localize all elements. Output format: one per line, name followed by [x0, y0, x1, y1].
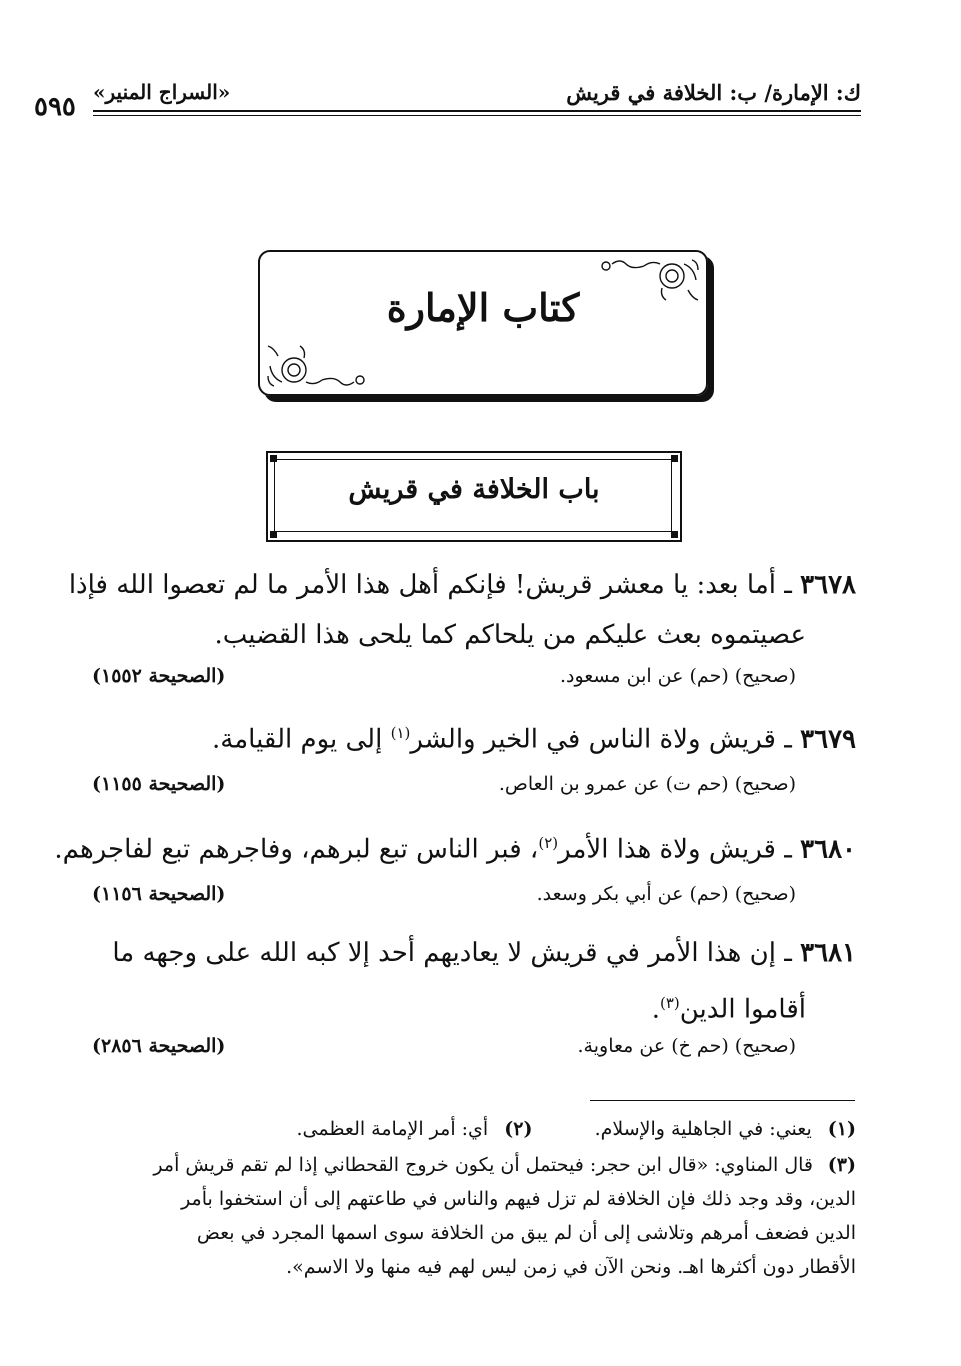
footnote-text: أي: أمر الإمامة العظمى.	[296, 1118, 489, 1140]
hadith-text: إلى يوم القيامة.	[212, 724, 391, 755]
hadith-number: ٣٦٧٩	[800, 724, 856, 755]
hadith-source: (صحيح) (حم) عن أبي بكر وسعد.	[536, 883, 796, 905]
hadith-line	[112, 978, 856, 1035]
hadith-number: ٣٦٨٠	[800, 834, 856, 865]
footnote-separator	[590, 1100, 855, 1101]
hadith-line	[69, 560, 856, 610]
running-header-book: «السراج المنير»	[93, 80, 231, 104]
corner-mark	[671, 531, 678, 538]
hadith-source: (صحيح) (حم ت) عن عمرو بن العاص.	[498, 773, 796, 795]
hadith-reference: (الصحيحة ١١٥٦)	[92, 883, 226, 905]
hadith-number: ٣٦٨١	[800, 938, 856, 968]
book-title: كتاب الإمارة	[386, 285, 580, 330]
footnote-text: الأقطار دون أكثرها اهـ. ونحن الآن في زمن ليس لهم فيه منها ولا الاسم».	[286, 1256, 856, 1278]
hadith-line	[112, 928, 856, 978]
ornament-bottom-left-icon	[264, 342, 374, 390]
footnote-text: الدين، وقد وجد ذلك فإن الخلافة لم تزل فيهم والناس في طاعتهم إلى أن استخفوا بأمر	[181, 1188, 856, 1210]
hadith-reference: (الصحيحة ٢٨٥٦)	[92, 1035, 226, 1057]
hadith-text: أقاموا الدين	[679, 994, 806, 1025]
hadith-3681	[112, 928, 856, 1035]
footnote-text: الدين فضعف أمرهم وتلاشى إلى أن لم يبق من الخلافة سوى اسمها المجرد في بعض	[196, 1222, 856, 1244]
hadith-source: (صحيح) (حم) عن ابن مسعود.	[559, 665, 796, 687]
hadith-source: (صحيح) (حم خ) عن معاوية.	[577, 1035, 796, 1057]
footnote-text: يعني: في الجاهلية والإسلام.	[594, 1118, 812, 1140]
page-number: ٥٩٥	[34, 92, 76, 122]
hadith-number: ٣٦٧٨	[800, 570, 856, 600]
footnotes-1-2	[296, 1112, 856, 1146]
hadith-dash: ـ	[775, 570, 801, 600]
hadith-text: ، فبر الناس تبع لبرهم، وفاجرهم تبع لفاجرهم.	[54, 834, 539, 865]
footnote-marker: (١)	[827, 1118, 856, 1140]
footnote-marker: (٢)	[504, 1118, 533, 1140]
footnote-marker[interactable]: (٢)	[538, 834, 559, 852]
header-rule	[93, 110, 861, 112]
hadith-3680	[54, 818, 856, 875]
hadith-reference: (الصحيحة ١١٥٥)	[92, 773, 226, 795]
hadith-3678	[69, 560, 856, 660]
chapter-title: باب الخلافة في قريش	[348, 474, 600, 505]
corner-mark	[671, 455, 678, 462]
footnote-text: قال المناوي: «قال ابن حجر: فيحتمل أن يكون خروج القحطاني إذا لم تقم قريش أمر	[153, 1154, 813, 1176]
corner-mark	[270, 531, 277, 538]
hadith-reference: (الصحيحة ١٥٥٢)	[92, 665, 226, 687]
hadith-text: أما بعد: يا معشر قريش! فإنكم أهل هذا الأمر ما لم تعصوا الله فإذا	[68, 570, 776, 600]
hadith-text: إن هذا الأمر في قريش لا يعاديهم أحد إلا كبه الله على وجهه ما	[112, 938, 776, 968]
hadith-dash: ـ	[775, 834, 801, 865]
footnote-marker: (٣)	[827, 1154, 856, 1176]
footnote-marker[interactable]: (١)	[390, 724, 411, 742]
running-header-chapter: ك: الإمارة/ ب: الخلافة في قريش	[566, 80, 861, 105]
hadith-3679	[212, 708, 856, 765]
hadith-text: قريش ولاة الناس في الخير والشر	[410, 724, 776, 755]
hadith-text: قريش ولاة هذا الأمر	[558, 834, 776, 865]
footnote-marker[interactable]: (٣)	[659, 994, 680, 1012]
hadith-line: عصيتموه بعث عليكم من يلحاكم كما يلحى هذا القضيب.	[214, 620, 806, 650]
hadith-dash: ـ	[775, 938, 801, 968]
header-rule-thin	[93, 115, 861, 116]
hadith-text: .	[651, 994, 660, 1025]
hadith-dash: ـ	[775, 724, 801, 755]
